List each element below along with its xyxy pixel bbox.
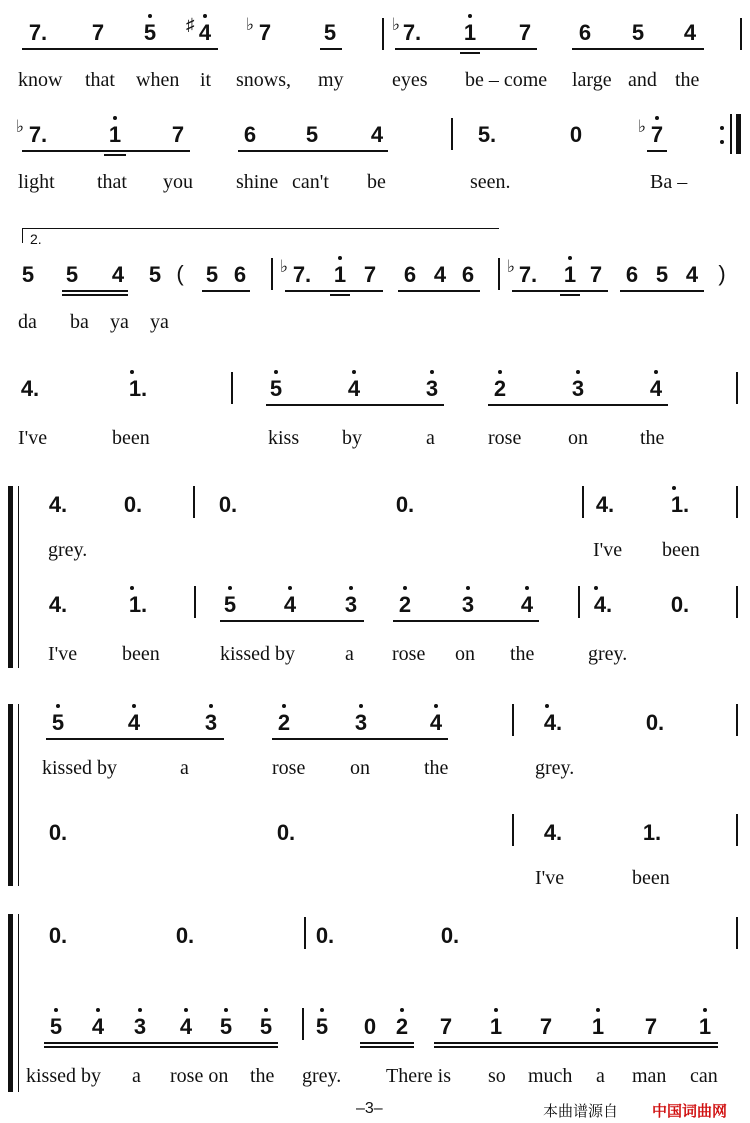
octave-dot — [184, 1008, 188, 1012]
repeat-dot — [720, 140, 724, 144]
note: 7 — [539, 1014, 553, 1039]
bar-line — [304, 917, 306, 949]
note: 0. — [395, 492, 415, 517]
note: 1. — [128, 592, 148, 617]
lyric-word: eyes — [392, 69, 428, 91]
note: 3 — [133, 1014, 147, 1039]
octave-dot — [288, 586, 292, 590]
lyric-word: I've — [535, 867, 565, 889]
note: 7. — [292, 262, 312, 287]
lyric-word: a — [596, 1065, 605, 1087]
note: 4 — [91, 1014, 105, 1039]
bar-line — [512, 814, 514, 846]
note: 2 — [398, 592, 412, 617]
note: 7 — [650, 122, 664, 147]
bar-line — [231, 372, 233, 404]
beam — [330, 294, 350, 296]
octave-dot — [672, 486, 676, 490]
lyric-word: a — [345, 643, 354, 665]
note: 4 — [649, 376, 663, 401]
flat-sign: ♭ — [392, 15, 401, 34]
beam — [104, 154, 126, 156]
note: 6 — [243, 122, 257, 147]
note: 4. — [48, 492, 68, 517]
source-prefix: 本曲谱源自 — [543, 1103, 619, 1120]
note: 3 — [204, 710, 218, 735]
octave-dot — [264, 1008, 268, 1012]
octave-dot — [338, 256, 342, 260]
note: 0. — [645, 710, 665, 735]
beam — [393, 620, 539, 622]
note: 6 — [233, 262, 247, 287]
note: 0. — [175, 923, 195, 948]
note: 4. — [48, 592, 68, 617]
octave-dot — [468, 14, 472, 18]
bar-line — [578, 586, 580, 618]
note: 7. — [402, 20, 422, 45]
beam — [360, 1042, 414, 1044]
note: 7 — [363, 262, 377, 287]
lyric-word: know — [18, 69, 63, 91]
octave-dot — [403, 586, 407, 590]
lyric-word: I've — [593, 539, 623, 561]
octave-dot — [655, 116, 659, 120]
bar-line — [382, 18, 384, 50]
lyric-word: on — [568, 427, 588, 449]
note: 5 — [51, 710, 65, 735]
lyric-word: grey. — [588, 643, 628, 665]
note: 2 — [395, 1014, 409, 1039]
octave-dot — [148, 14, 152, 18]
octave-dot — [282, 704, 286, 708]
note: 4 — [433, 262, 447, 287]
note: 4 — [429, 710, 443, 735]
note: 1 — [591, 1014, 605, 1039]
bar-line — [194, 586, 196, 618]
system-bracket — [8, 486, 13, 668]
octave-dot — [594, 586, 598, 590]
lyric-word: be — [367, 171, 386, 193]
note: 3 — [461, 592, 475, 617]
note: 7 — [91, 20, 105, 45]
lyric-word: be – come — [465, 69, 548, 91]
octave-dot — [494, 1008, 498, 1012]
note: 0 — [569, 122, 583, 147]
note: 5 — [315, 1014, 329, 1039]
lyric-word: shine — [236, 171, 279, 193]
note: 7. — [28, 122, 48, 147]
sharp-sign: ♯ — [186, 15, 195, 34]
beam — [647, 150, 667, 152]
note: 3 — [571, 376, 585, 401]
repeat-dot — [720, 126, 724, 130]
lyric-word: a — [132, 1065, 141, 1087]
lyric-word: on — [350, 757, 370, 779]
note: 3 — [425, 376, 439, 401]
note: 0. — [276, 820, 296, 845]
note: 1 — [333, 262, 347, 287]
octave-dot — [224, 1008, 228, 1012]
note: 4 — [111, 262, 125, 287]
system-bracket-thin — [18, 486, 19, 668]
bar-line — [582, 486, 584, 518]
note: 4 — [685, 262, 699, 287]
lyric-word: and — [628, 69, 657, 91]
note: 7. — [28, 20, 48, 45]
note: 7 — [171, 122, 185, 147]
bar-line — [271, 258, 273, 290]
note: 6 — [461, 262, 475, 287]
beam — [46, 738, 224, 740]
octave-dot — [274, 370, 278, 374]
lyric-word: been — [632, 867, 670, 889]
note: 5 — [631, 20, 645, 45]
bar-line — [736, 586, 738, 618]
note: 4 — [198, 20, 212, 45]
lyric-word: the — [640, 427, 665, 449]
lyric-word: large — [572, 69, 612, 91]
lyric-word: been — [662, 539, 700, 561]
octave-dot — [576, 370, 580, 374]
note: 5 — [223, 592, 237, 617]
bar-line — [736, 372, 738, 404]
lyric-word: ba — [70, 311, 89, 333]
octave-dot — [113, 116, 117, 120]
lyric-word: grey. — [302, 1065, 342, 1087]
lyric-word: it — [200, 69, 212, 91]
note: 5 — [259, 1014, 273, 1039]
note: 7 — [258, 20, 272, 45]
note: 6 — [403, 262, 417, 287]
lyric-word: been — [122, 643, 160, 665]
octave-dot — [96, 1008, 100, 1012]
lyric-word: grey. — [48, 539, 88, 561]
note: 5 — [219, 1014, 233, 1039]
beam — [62, 290, 128, 292]
lyric-word: kissed by — [42, 757, 117, 779]
beam — [572, 48, 704, 50]
note: 5 — [49, 1014, 63, 1039]
lyric-word: can't — [292, 171, 329, 193]
lyric-word: kissed by — [26, 1065, 101, 1087]
lyric-word: There is — [386, 1065, 451, 1087]
lyric-word: when — [136, 69, 180, 91]
beam — [434, 1042, 718, 1044]
bar-line — [512, 704, 514, 736]
flat-sign: ♭ — [507, 257, 516, 276]
note: 0. — [48, 820, 68, 845]
lyric-word: the — [675, 69, 700, 91]
note: 2 — [277, 710, 291, 735]
note: 4 — [347, 376, 361, 401]
note: 4. — [543, 820, 563, 845]
note: 6 — [578, 20, 592, 45]
note: 4 — [283, 592, 297, 617]
lyric-word: rose — [392, 643, 426, 665]
beam — [395, 48, 537, 50]
beam — [320, 48, 342, 50]
note: 5 — [143, 20, 157, 45]
note: 0. — [670, 592, 690, 617]
beam — [44, 1046, 278, 1048]
octave-dot — [430, 370, 434, 374]
note: 0. — [48, 923, 68, 948]
lyric-word: kiss — [268, 427, 300, 449]
lyric-word: seen. — [470, 171, 511, 193]
bar-line — [736, 704, 738, 736]
lyric-word: a — [180, 757, 189, 779]
beam — [285, 290, 383, 292]
lyric-word: man — [632, 1065, 667, 1087]
beam — [360, 1046, 414, 1048]
lyric-word: on — [455, 643, 475, 665]
octave-dot — [349, 586, 353, 590]
lyric-word: I've — [48, 643, 78, 665]
note: 4. — [595, 492, 615, 517]
bar-line — [193, 486, 195, 518]
bar-line — [736, 814, 738, 846]
note: 7 — [644, 1014, 658, 1039]
system-bracket-thin — [18, 914, 19, 1092]
lyric-word: snows, — [236, 69, 292, 91]
beam — [220, 620, 364, 622]
system-bracket — [8, 914, 13, 1092]
note: 5 — [655, 262, 669, 287]
beam — [238, 150, 388, 152]
lyric-word: been — [112, 427, 150, 449]
note: 1. — [670, 492, 690, 517]
octave-dot — [56, 704, 60, 708]
octave-dot — [498, 370, 502, 374]
lyric-word: that — [97, 171, 127, 193]
lyric-word: you — [163, 171, 193, 193]
beam — [202, 290, 250, 292]
lyric-word: rose — [272, 757, 306, 779]
note: 5 — [65, 262, 79, 287]
octave-dot — [54, 1008, 58, 1012]
flat-sign: ♭ — [16, 117, 25, 136]
octave-dot — [203, 14, 207, 18]
octave-dot — [130, 370, 134, 374]
note: 1 — [463, 20, 477, 45]
note: 7 — [518, 20, 532, 45]
note: 5 — [323, 20, 337, 45]
octave-dot — [138, 1008, 142, 1012]
bar-line — [302, 1008, 304, 1040]
bar-line — [498, 258, 500, 290]
octave-dot — [132, 704, 136, 708]
lyric-word: Ba – — [650, 171, 688, 193]
octave-dot — [130, 586, 134, 590]
note: 4 — [520, 592, 534, 617]
octave-dot — [466, 586, 470, 590]
bar-line — [730, 114, 732, 154]
note: 0. — [123, 492, 143, 517]
note: 4. — [593, 592, 613, 617]
note: 7. — [518, 262, 538, 287]
note: 4 — [127, 710, 141, 735]
note: 1. — [128, 376, 148, 401]
system-bracket — [8, 704, 13, 886]
beam — [398, 290, 480, 292]
lyric-word: that — [85, 69, 115, 91]
lyric-word: can — [690, 1065, 718, 1087]
beam — [488, 404, 668, 406]
note: 2 — [493, 376, 507, 401]
system-bracket-thin — [18, 704, 19, 886]
lyric-word: da — [18, 311, 37, 333]
beam — [266, 404, 444, 406]
octave-dot — [209, 704, 213, 708]
volta-label: 2. — [30, 231, 42, 247]
lyric-word: light — [18, 171, 55, 193]
octave-dot — [525, 586, 529, 590]
octave-dot — [596, 1008, 600, 1012]
flat-sign: ♭ — [246, 15, 255, 34]
note: 1 — [489, 1014, 503, 1039]
note: 6 — [625, 262, 639, 287]
lyric-word: grey. — [535, 757, 575, 779]
beam — [272, 738, 448, 740]
octave-dot — [359, 704, 363, 708]
note: 1 — [108, 122, 122, 147]
lyric-word: I've — [18, 427, 48, 449]
lyric-word: rose — [488, 427, 522, 449]
octave-dot — [703, 1008, 707, 1012]
final-bar-line — [736, 114, 741, 154]
bar-line — [736, 917, 738, 949]
lyric-word: my — [318, 69, 344, 91]
note: 0 — [363, 1014, 377, 1039]
lyric-word: the — [424, 757, 449, 779]
lyric-word: much — [528, 1065, 573, 1087]
note: 4 — [179, 1014, 193, 1039]
note: 1 — [563, 262, 577, 287]
octave-dot — [434, 704, 438, 708]
note: 4. — [543, 710, 563, 735]
beam — [62, 294, 128, 296]
bar-line — [736, 486, 738, 518]
note: 7 — [439, 1014, 453, 1039]
note: 3 — [344, 592, 358, 617]
lyric-word: rose on — [170, 1065, 229, 1087]
note: 4. — [20, 376, 40, 401]
note: 1. — [642, 820, 662, 845]
beam — [512, 290, 608, 292]
octave-dot — [320, 1008, 324, 1012]
note: 3 — [354, 710, 368, 735]
beam — [560, 294, 580, 296]
note: 5 — [305, 122, 319, 147]
lyric-word: a — [426, 427, 435, 449]
note: 5. — [477, 122, 497, 147]
octave-dot — [352, 370, 356, 374]
lyric-word: the — [510, 643, 535, 665]
note: 5 — [205, 262, 219, 287]
note: 0. — [440, 923, 460, 948]
octave-dot — [228, 586, 232, 590]
paren-open: ( — [176, 261, 184, 286]
beam — [44, 1042, 278, 1044]
note: 5 — [21, 262, 35, 287]
octave-dot — [568, 256, 572, 260]
note: 7 — [589, 262, 603, 287]
lyric-word: by — [342, 427, 362, 449]
beam — [460, 52, 480, 54]
note: 0. — [218, 492, 238, 517]
page-number: –3– — [356, 1100, 383, 1117]
lyric-word: so — [488, 1065, 506, 1087]
lyric-word: the — [250, 1065, 275, 1087]
note: 1 — [698, 1014, 712, 1039]
beam — [22, 150, 190, 152]
note: 4 — [683, 20, 697, 45]
flat-sign: ♭ — [280, 257, 289, 276]
source-site: 中国词曲网 — [652, 1103, 728, 1120]
lyric-word: kissed by — [220, 643, 295, 665]
lyric-word: ya — [110, 311, 129, 333]
beam — [620, 290, 704, 292]
note: 5 — [148, 262, 162, 287]
note: 4 — [370, 122, 384, 147]
octave-dot — [654, 370, 658, 374]
bar-line — [451, 118, 453, 150]
octave-dot — [545, 704, 549, 708]
volta-bracket — [22, 228, 499, 243]
paren-close: ) — [718, 261, 726, 286]
note: 5 — [269, 376, 283, 401]
lyric-word: ya — [150, 311, 169, 333]
octave-dot — [400, 1008, 404, 1012]
note: 0. — [315, 923, 335, 948]
bar-line — [740, 18, 742, 50]
beam — [434, 1046, 718, 1048]
beam — [22, 48, 218, 50]
flat-sign: ♭ — [638, 117, 647, 136]
